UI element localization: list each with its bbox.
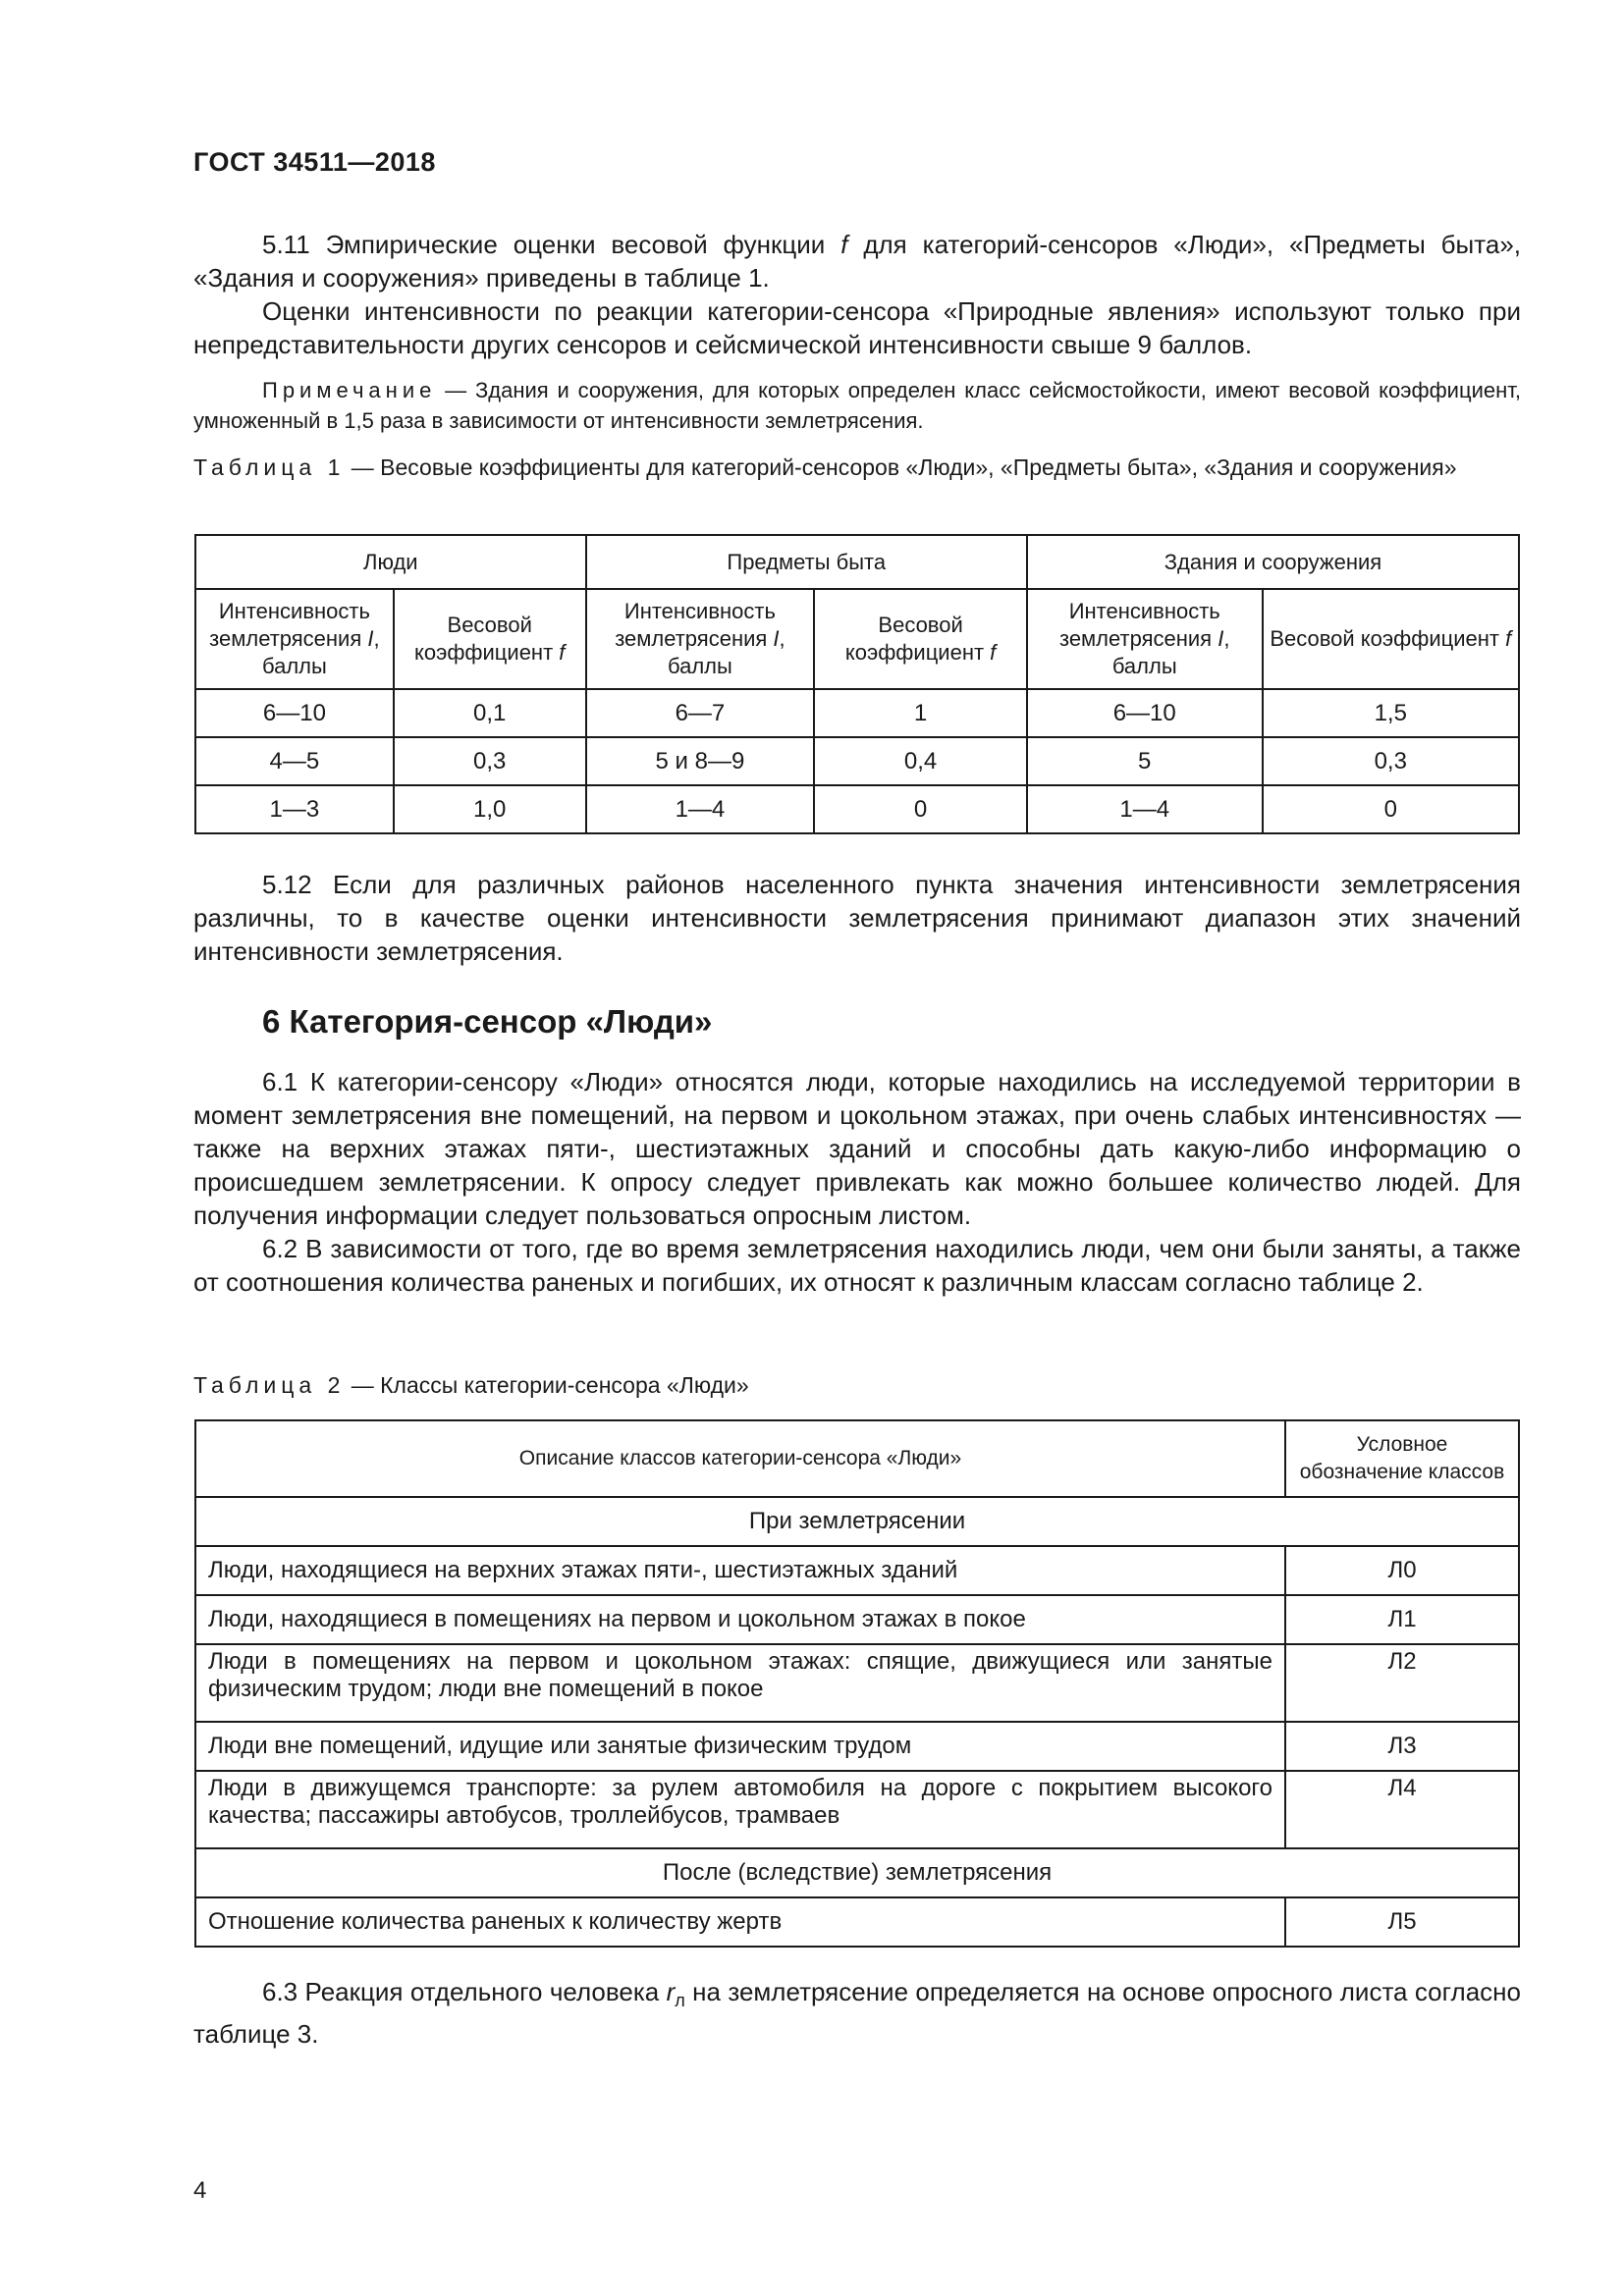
table-cell: 0 [1263, 785, 1519, 833]
table-cell: 1—4 [1027, 785, 1263, 833]
table-row [195, 737, 1519, 785]
table1-group-household-items: Предметы быта [586, 535, 1027, 589]
table1-header-weight: Весовой коэффициент f [1263, 589, 1519, 689]
table-cell-code: Л3 [1285, 1722, 1519, 1771]
table2-title: — Классы категории-сенсора «Люди» [345, 1372, 749, 1398]
table-cell-description: Люди в помещениях на первом и цокольном этажах: спящие, движущиеся или занятые физическим трудом; люди вне помещений в покое [195, 1644, 1285, 1722]
table-1-weight-coefficients [194, 534, 1520, 834]
table2-group-after: После (вследствие) землетрясения [195, 1848, 1519, 1897]
table2-header-description: Описание классов категории-сенсора «Люди» [195, 1420, 1285, 1497]
table-cell-code: Л5 [1285, 1897, 1519, 1947]
paragraph-5-12: 5.12 Если для различных районов населенного пункта значения интенсивности землетрясения различны, то в качестве оценки интенсивности землетрясения принимают диапазон этих значений интенсивности землетрясения. [193, 870, 1521, 966]
table1-title: — Весовые коэффициенты для категорий-сенсоров «Люди», «Предметы быта», «Здания и сооружения» [345, 454, 1457, 480]
table-cell-code: Л0 [1285, 1546, 1519, 1595]
table1-label: Таблица 1 [193, 454, 346, 480]
table-cell: 1,5 [1263, 689, 1519, 737]
table1-header-weight: Весовой коэффициент f [394, 589, 586, 689]
table-cell: 1—3 [195, 785, 394, 833]
table-cell: 5 и 8—9 [586, 737, 815, 785]
page-number: 4 [193, 2177, 207, 2204]
table-cell: 0,3 [1263, 737, 1519, 785]
table-cell: 5 [1027, 737, 1263, 785]
table-cell-code: Л4 [1285, 1771, 1519, 1848]
table-row [195, 1644, 1519, 1722]
table-cell: 0,1 [394, 689, 586, 737]
table2-group-during: При землетрясении [195, 1497, 1519, 1546]
table-cell-code: Л1 [1285, 1595, 1519, 1644]
table-cell: 1 [814, 689, 1027, 737]
table1-group-buildings: Здания и сооружения [1027, 535, 1519, 589]
note-label: Примечание [262, 378, 437, 402]
table-cell: 6—10 [195, 689, 394, 737]
table-row [195, 1897, 1519, 1947]
table2-group-row [195, 1848, 1519, 1897]
table-row [195, 689, 1519, 737]
table1-column-header-row [195, 589, 1519, 689]
table-cell: 6—7 [586, 689, 815, 737]
table-cell: 0,4 [814, 737, 1027, 785]
table-cell-description: Отношение количества раненых к количеству жертв [195, 1897, 1285, 1947]
table-cell: 1,0 [394, 785, 586, 833]
table-cell: 0 [814, 785, 1027, 833]
table-row [195, 1546, 1519, 1595]
paragraph-5-11: 5.11 Эмпирические оценки весовой функции f для категорий-сенсоров «Люди», «Предметы быта», «Здания и сооружения» приведены в таблице 1. [193, 230, 1521, 293]
table1-group-header-row [195, 535, 1519, 589]
table-2-people-classes [194, 1419, 1520, 1948]
note-text: — Здания и сооружения, для которых определен класс сейсмостойкости, имеют весовой коэффициент, умноженный в 1,5 раза в зависимости от интенсивности землетрясения. [193, 378, 1521, 433]
table-cell-description: Люди, находящиеся в помещениях на первом и цокольном этажах в покое [195, 1595, 1285, 1644]
table1-caption [193, 452, 1521, 484]
note [193, 375, 1521, 436]
table-row [195, 1722, 1519, 1771]
table-cell-description: Люди вне помещений, идущие или занятые физическим трудом [195, 1722, 1285, 1771]
table-row [195, 1595, 1519, 1644]
table-cell: 6—10 [1027, 689, 1263, 737]
table1-header-weight: Весовой коэффициент f [814, 589, 1027, 689]
table2-label: Таблица 2 [193, 1372, 346, 1398]
paragraph-5-11-continued: Оценки интенсивности по реакции категории-сенсора «Природные явления» используют только при непредставительности других сенсоров и сейсмической интенсивности свыше 9 баллов. [193, 296, 1521, 359]
table2-group-row [195, 1497, 1519, 1546]
paragraph-6-1: 6.1 К категории-сенсору «Люди» относятся люди, которые находились на исследуемой территории в момент землетрясения вне помещений, на первом и цокольном этажах, при очень слабых интенсивностях — также на верхних этажах пяти-, шестиэтажных зданий и способны дать какую-либо информацию о происшедшем землетрясении. К опросу следует привлекать как можно большее количество людей. Для получения информации следует пользоваться опросным листом. [193, 1067, 1521, 1230]
table-row [195, 785, 1519, 833]
paragraph-6-3: 6.3 Реакция отдельного человека $r_л$ на землетрясение определяется на основе опросного листа согласно таблице 3. [193, 1977, 1521, 2050]
table2-caption [193, 1369, 1521, 1402]
table1-header-intensity: Интенсивность землетрясения I, баллы [195, 589, 394, 689]
table1-header-intensity: Интенсивность землетрясения I, баллы [1027, 589, 1263, 689]
paragraph-6-2: 6.2 В зависимости от того, где во время землетрясения находились люди, чем они были заняты, а также от соотношения количества раненых и погибших, их относят к различным классам согласно таблице 2. [193, 1234, 1521, 1297]
document-code: ГОСТ 34511—2018 [193, 147, 436, 177]
table-cell-description: Люди в движущемся транспорте: за рулем автомобиля на дороге с покрытием высокого качества; пассажиры автобусов, троллейбусов, трамваев [195, 1771, 1285, 1848]
table2-header-code: Условное обозначение классов [1285, 1420, 1519, 1497]
table-cell: 0,3 [394, 737, 586, 785]
table1-group-people: Люди [195, 535, 586, 589]
section-6-heading: 6 Категория-сенсор «Люди» [262, 1003, 713, 1040]
table-cell: 1—4 [586, 785, 815, 833]
table2-header-row [195, 1420, 1519, 1497]
table-row [195, 1771, 1519, 1848]
table1-header-intensity: Интенсивность землетрясения I, баллы [586, 589, 815, 689]
table-cell: 4—5 [195, 737, 394, 785]
table-cell-code: Л2 [1285, 1644, 1519, 1722]
table-cell-description: Люди, находящиеся на верхних этажах пяти-, шестиэтажных зданий [195, 1546, 1285, 1595]
